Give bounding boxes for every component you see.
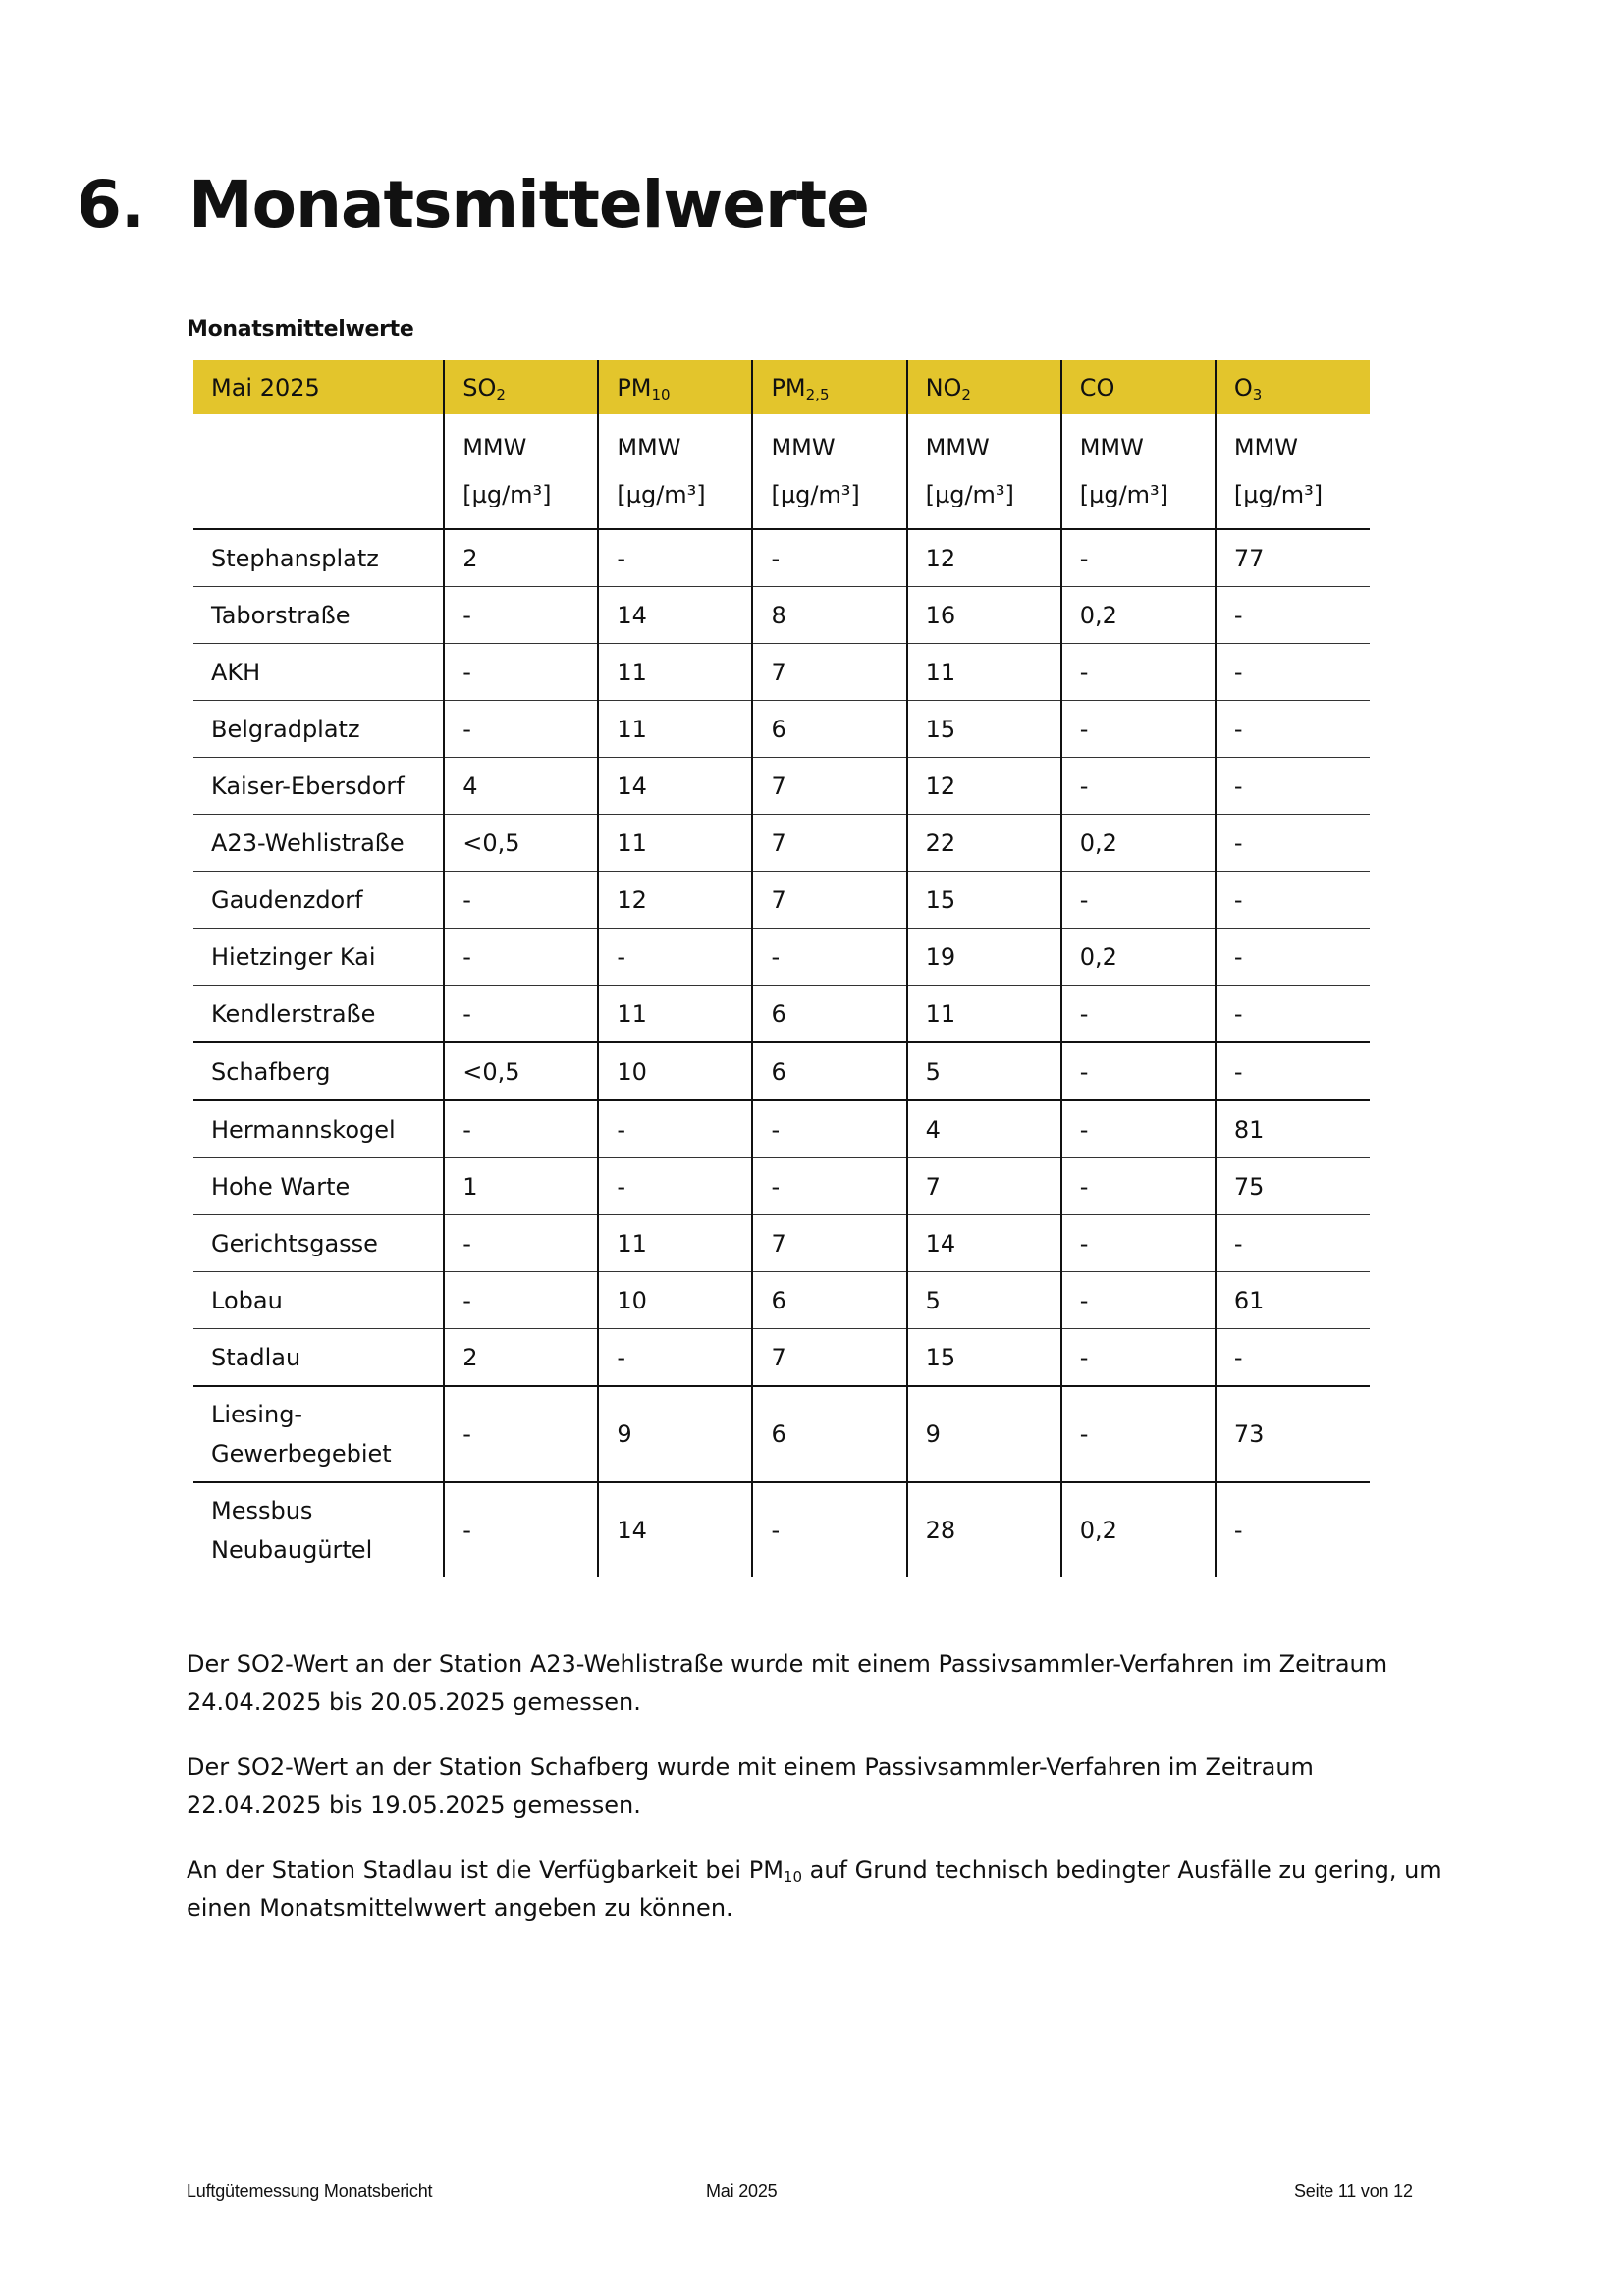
value-cell: 8 <box>752 587 906 644</box>
value-cell: 2 <box>444 529 598 587</box>
value-cell: - <box>1216 587 1370 644</box>
unit-label: [µg/m³] <box>1233 481 1324 508</box>
value-cell: 11 <box>598 1215 752 1272</box>
chapter-title: Monatsmittelwerte <box>189 167 869 242</box>
value-cell: 0,2 <box>1061 929 1216 986</box>
value-cell: 10 <box>598 1042 752 1100</box>
note-stadlau-text-end: auf Grund technisch bedingter Ausfälle zu gering, um einen Monatsmittelwwert angeben zu können. <box>187 1856 1442 1922</box>
value-cell: 6 <box>752 701 906 758</box>
station-name-cell: Gaudenzdorf <box>193 872 444 929</box>
value-cell: - <box>598 1158 752 1215</box>
pollutant-header-cell <box>444 360 598 414</box>
value-cell: - <box>598 1329 752 1387</box>
value-cell: - <box>444 1386 598 1482</box>
pollutant-header-cell <box>752 360 906 414</box>
table-header-row <box>193 360 1370 414</box>
value-cell: 15 <box>907 701 1061 758</box>
value-cell: - <box>752 929 906 986</box>
value-cell: <0,5 <box>444 1042 598 1100</box>
pollutant-header-cell <box>598 360 752 414</box>
value-cell: - <box>1061 1215 1216 1272</box>
station-name-cell: Belgradplatz <box>193 701 444 758</box>
value-cell: - <box>1061 1158 1216 1215</box>
measure-label: MMW <box>771 434 836 461</box>
value-cell: 12 <box>907 529 1061 587</box>
station-name-cell: Schafberg <box>193 1042 444 1100</box>
value-cell: - <box>1216 701 1370 758</box>
monthly-means-table <box>193 360 1370 1577</box>
station-name-cell: Hermannskogel <box>193 1100 444 1158</box>
pollutant-name: PM <box>617 373 652 401</box>
station-name-cell: Lobau <box>193 1272 444 1329</box>
station-name-cell: Stephansplatz <box>193 529 444 587</box>
value-cell: 7 <box>752 872 906 929</box>
value-cell: 16 <box>907 587 1061 644</box>
value-cell: 22 <box>907 815 1061 872</box>
unit-label: [µg/m³] <box>925 481 1014 508</box>
value-cell: - <box>1061 1042 1216 1100</box>
value-cell: - <box>444 1215 598 1272</box>
value-cell: 14 <box>907 1215 1061 1272</box>
table-row <box>193 986 1370 1043</box>
measure-label: MMW <box>925 434 990 461</box>
table-row <box>193 872 1370 929</box>
pollutant-subscript: 10 <box>651 385 671 403</box>
value-cell: - <box>444 587 598 644</box>
value-cell: 5 <box>907 1042 1061 1100</box>
chapter-heading <box>77 167 869 242</box>
note-stadlau <box>187 1851 1453 1928</box>
value-cell: 6 <box>752 1272 906 1329</box>
station-name-cell: Hohe Warte <box>193 1158 444 1215</box>
note-a23-wehlistrasse: Der SO2-Wert an der Station A23-Wehlistraße wurde mit einem Passivsammler-Verfahren im Zeitraum 24.04.2025 bis 20.05.2025 gemessen. <box>187 1650 1388 1716</box>
value-cell: - <box>752 529 906 587</box>
unit-label: [µg/m³] <box>771 481 860 508</box>
pollutant-name: SO <box>462 373 497 401</box>
value-cell: - <box>598 929 752 986</box>
pollutant-header-cell <box>1061 360 1216 414</box>
value-cell: <0,5 <box>444 815 598 872</box>
value-cell: 14 <box>598 1482 752 1577</box>
pollutant-name: NO <box>925 373 962 401</box>
value-cell: 81 <box>1216 1100 1370 1158</box>
value-cell: - <box>1061 1100 1216 1158</box>
pollutant-name: O <box>1233 373 1253 401</box>
value-cell: 11 <box>907 644 1061 701</box>
value-cell: - <box>752 1100 906 1158</box>
table-row <box>193 1272 1370 1329</box>
table-row <box>193 1042 1370 1100</box>
station-name-cell: Gerichtsgasse <box>193 1215 444 1272</box>
value-cell: - <box>1216 929 1370 986</box>
note-stadlau-text-start: An der Station Stadlau ist die Verfügbarkeit bei PM <box>187 1856 784 1884</box>
station-name-cell: AKH <box>193 644 444 701</box>
value-cell: 19 <box>907 929 1061 986</box>
value-cell: 12 <box>598 872 752 929</box>
note-schafberg: Der SO2-Wert an der Station Schafberg wurde mit einem Passivsammler-Verfahren im Zeitraum 22.04.2025 bis 19.05.2025 gemessen. <box>187 1753 1314 1819</box>
period-cell: Mai 2025 <box>193 360 444 414</box>
table-row <box>193 1482 1370 1577</box>
value-cell: - <box>1216 1329 1370 1387</box>
pollutant-subscript: 2 <box>961 385 971 403</box>
value-cell: 0,2 <box>1061 815 1216 872</box>
pollutant-name: CO <box>1079 373 1115 401</box>
unit-cell <box>1061 414 1216 529</box>
unit-label: [µg/m³] <box>617 481 706 508</box>
value-cell: - <box>444 872 598 929</box>
note-stadlau-subscript: 10 <box>783 1868 802 1886</box>
value-cell: - <box>1216 815 1370 872</box>
station-name-cell: Liesing-Gewerbegebiet <box>193 1386 444 1482</box>
unit-cell <box>598 414 752 529</box>
value-cell: 9 <box>907 1386 1061 1482</box>
measure-label: MMW <box>462 434 527 461</box>
table-row <box>193 1215 1370 1272</box>
station-name-cell: Stadlau <box>193 1329 444 1387</box>
pollutant-subscript: 2 <box>496 385 506 403</box>
value-cell: 7 <box>752 815 906 872</box>
value-cell: - <box>1216 1215 1370 1272</box>
value-cell: 1 <box>444 1158 598 1215</box>
value-cell: - <box>1061 1329 1216 1387</box>
pollutant-name: PM <box>771 373 806 401</box>
measure-label: MMW <box>1233 434 1298 461</box>
value-cell: - <box>1061 1272 1216 1329</box>
value-cell: 6 <box>752 986 906 1043</box>
value-cell: - <box>1061 758 1216 815</box>
value-cell: 10 <box>598 1272 752 1329</box>
value-cell: - <box>1061 701 1216 758</box>
value-cell: 7 <box>752 644 906 701</box>
value-cell: 14 <box>598 587 752 644</box>
station-name-cell: Kendlerstraße <box>193 986 444 1043</box>
value-cell: - <box>444 929 598 986</box>
pollutant-header-cell <box>907 360 1061 414</box>
value-cell: 6 <box>752 1386 906 1482</box>
value-cell: - <box>444 701 598 758</box>
table-row <box>193 929 1370 986</box>
value-cell: 11 <box>598 644 752 701</box>
value-cell: - <box>1216 758 1370 815</box>
value-cell: 14 <box>598 758 752 815</box>
value-cell: - <box>1061 986 1216 1043</box>
value-cell: 61 <box>1216 1272 1370 1329</box>
value-cell: - <box>1216 986 1370 1043</box>
value-cell: 15 <box>907 1329 1061 1387</box>
value-cell: 75 <box>1216 1158 1370 1215</box>
table-row <box>193 587 1370 644</box>
value-cell: - <box>1216 1042 1370 1100</box>
value-cell: 0,2 <box>1061 1482 1216 1577</box>
value-cell: 7 <box>752 758 906 815</box>
value-cell: - <box>444 1272 598 1329</box>
value-cell: 7 <box>752 1215 906 1272</box>
value-cell: 12 <box>907 758 1061 815</box>
value-cell: - <box>1216 644 1370 701</box>
value-cell: 0,2 <box>1061 587 1216 644</box>
unit-cell <box>444 414 598 529</box>
value-cell: 9 <box>598 1386 752 1482</box>
value-cell: - <box>1061 529 1216 587</box>
table-unit-row <box>193 414 1370 529</box>
value-cell: 11 <box>907 986 1061 1043</box>
value-cell: 4 <box>444 758 598 815</box>
value-cell: - <box>444 1100 598 1158</box>
value-cell: - <box>444 1482 598 1577</box>
value-cell: 5 <box>907 1272 1061 1329</box>
value-cell: - <box>1216 872 1370 929</box>
unit-cell <box>907 414 1061 529</box>
value-cell: 77 <box>1216 529 1370 587</box>
table-row <box>193 815 1370 872</box>
value-cell: - <box>444 986 598 1043</box>
value-cell: 15 <box>907 872 1061 929</box>
footer-page-number: Seite 11 von 12 <box>1294 2181 1413 2201</box>
value-cell: - <box>752 1158 906 1215</box>
table-row <box>193 1158 1370 1215</box>
table-row <box>193 1100 1370 1158</box>
pollutant-subscript: 3 <box>1252 385 1263 403</box>
value-cell: 2 <box>444 1329 598 1387</box>
chapter-number: 6. <box>77 167 144 242</box>
unit-label: [µg/m³] <box>462 481 552 508</box>
value-cell: 6 <box>752 1042 906 1100</box>
station-name-cell: Hietzinger Kai <box>193 929 444 986</box>
value-cell: 73 <box>1216 1386 1370 1482</box>
table-caption: Monatsmittelwerte <box>187 317 414 342</box>
station-name-cell: Kaiser-Ebersdorf <box>193 758 444 815</box>
value-cell: - <box>1061 644 1216 701</box>
value-cell: - <box>1061 872 1216 929</box>
table-row <box>193 701 1370 758</box>
table-row <box>193 529 1370 587</box>
table-row <box>193 758 1370 815</box>
value-cell: 11 <box>598 701 752 758</box>
station-name-cell: A23-Wehlistraße <box>193 815 444 872</box>
unit-cell <box>1216 414 1370 529</box>
value-cell: - <box>598 529 752 587</box>
table-row <box>193 1329 1370 1387</box>
value-cell: - <box>598 1100 752 1158</box>
table-row <box>193 1386 1370 1482</box>
footer-report-title: Luftgütemessung Monatsbericht <box>187 2181 433 2201</box>
value-cell: 28 <box>907 1482 1061 1577</box>
value-cell: - <box>444 644 598 701</box>
footer-month: Mai 2025 <box>706 2181 778 2201</box>
unit-label: [µg/m³] <box>1079 481 1169 508</box>
value-cell: 7 <box>752 1329 906 1387</box>
value-cell: 11 <box>598 815 752 872</box>
measure-label: MMW <box>617 434 681 461</box>
value-cell: - <box>752 1482 906 1577</box>
value-cell: - <box>1061 1386 1216 1482</box>
unit-cell <box>752 414 906 529</box>
value-cell: 4 <box>907 1100 1061 1158</box>
value-cell: 11 <box>598 986 752 1043</box>
pollutant-subscript: 2,5 <box>805 385 830 403</box>
table-row <box>193 644 1370 701</box>
value-cell: - <box>1216 1482 1370 1577</box>
unit-row-empty-cell <box>193 414 444 529</box>
value-cell: 7 <box>907 1158 1061 1215</box>
station-name-cell: Taborstraße <box>193 587 444 644</box>
pollutant-header-cell <box>1216 360 1370 414</box>
station-name-cell: Messbus Neubaugürtel <box>211 1497 373 1564</box>
measure-label: MMW <box>1079 434 1144 461</box>
